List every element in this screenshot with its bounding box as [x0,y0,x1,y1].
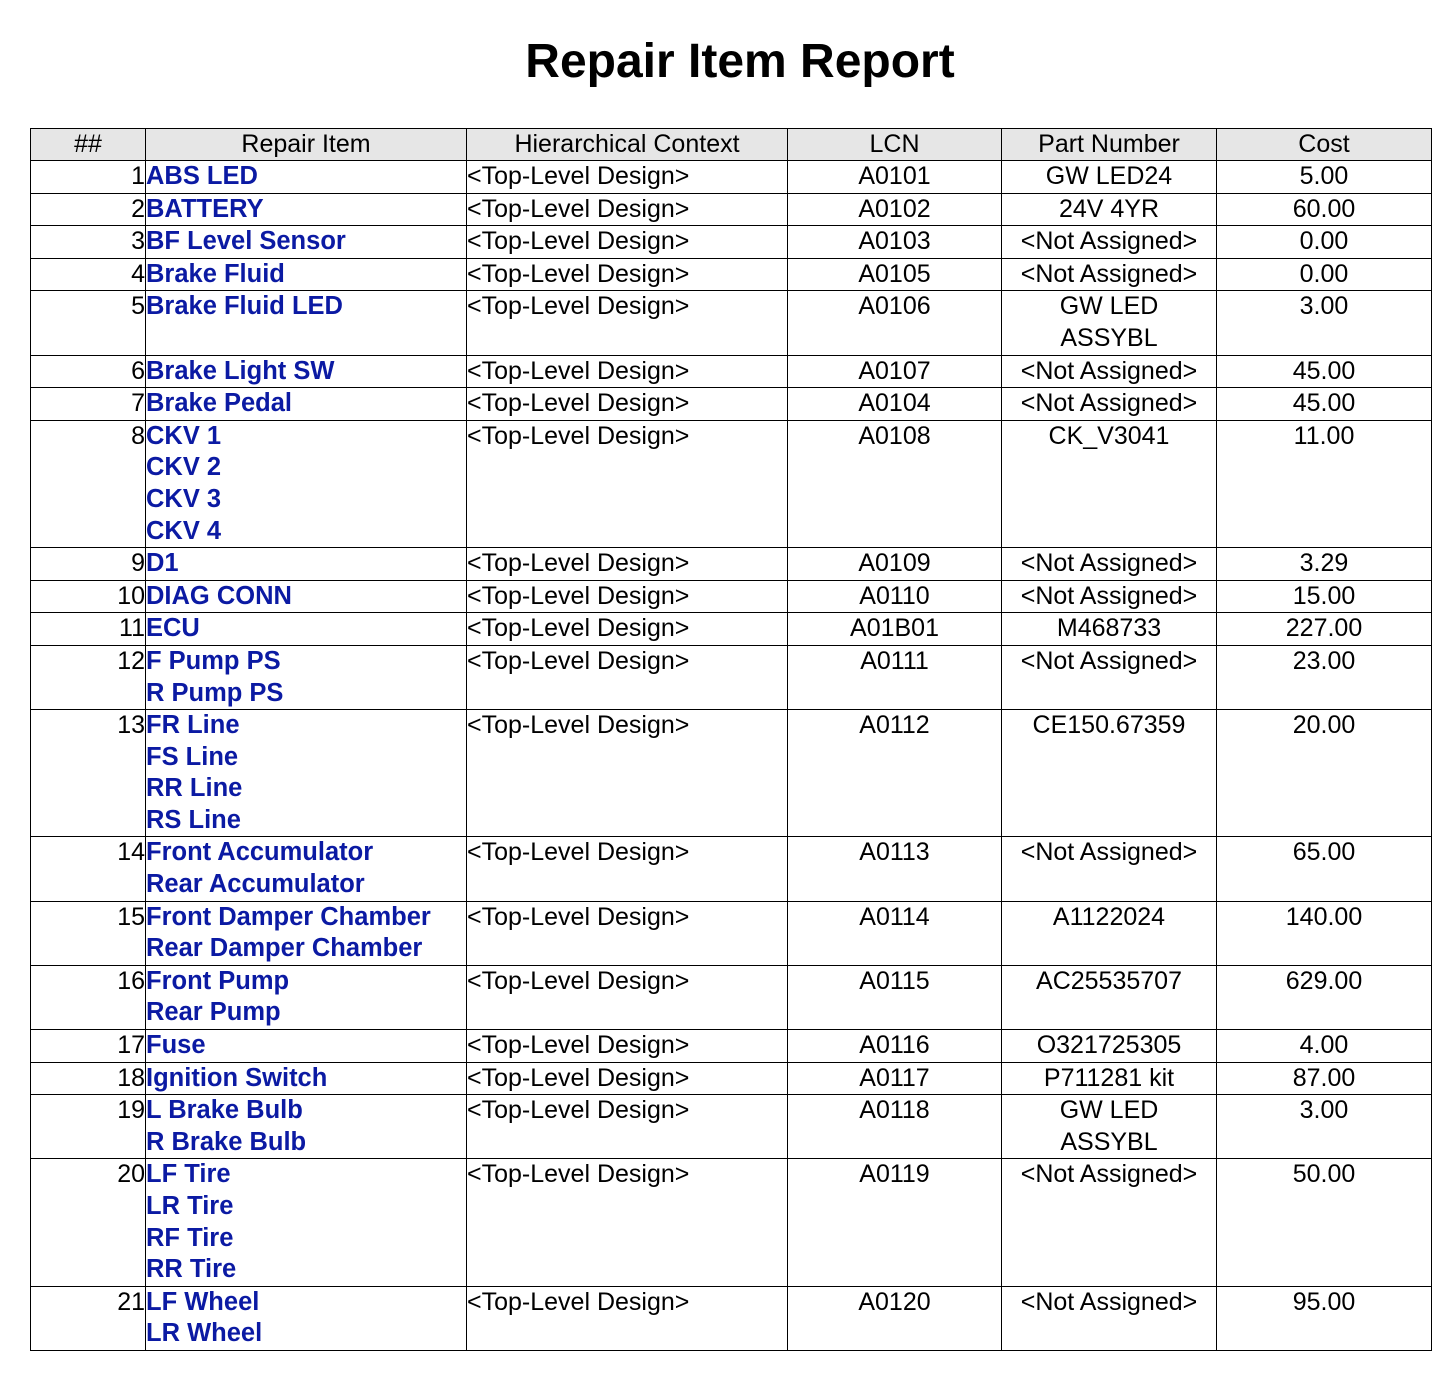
lcn-cell: A0113 [788,837,1002,901]
table-row [31,1062,1432,1095]
part-number-cell [1002,193,1217,226]
part-number-cell [1002,548,1217,581]
repair-item-link[interactable]: CKV 3 [146,484,222,513]
part-number-cell [1002,355,1217,388]
repair-item-link[interactable]: BATTERY [146,194,264,223]
cost-cell: 5.00 [1217,161,1432,194]
row-number: 14 [31,837,146,901]
part-number-line: <Not Assigned> [1020,259,1198,288]
lcn-cell: A0119 [788,1159,1002,1286]
hierarchical-context-cell: <Top-Level Design> [467,1095,788,1159]
part-number-line: <Not Assigned> [1020,549,1198,578]
column-header-cost: Cost [1217,129,1432,161]
table-row [31,1030,1432,1063]
part-number-cell [1002,291,1217,355]
part-number-cell [1002,226,1217,259]
cost-cell: 60.00 [1217,193,1432,226]
part-number-cell [1002,258,1217,291]
lcn-cell: A0117 [788,1062,1002,1095]
cost-cell: 0.00 [1217,258,1432,291]
hierarchical-context-cell: <Top-Level Design> [467,388,788,421]
repair-item-link[interactable]: LR Tire [146,1192,234,1220]
table-row [31,837,1432,901]
repair-item-link[interactable]: RF Tire [146,1223,234,1252]
repair-item-link[interactable]: CKV 2 [146,453,222,482]
part-number-cell [1002,388,1217,421]
table-row [31,965,1432,1029]
table-body [31,161,1432,1351]
lcn-cell: A0115 [788,965,1002,1029]
cost-cell: 140.00 [1217,901,1432,965]
repair-item-cell [146,965,467,1029]
repair-item-link[interactable]: Ignition Switch [146,1063,328,1092]
repair-item-cell [146,420,467,547]
table-row [31,161,1432,194]
row-number: 10 [31,580,146,613]
part-number-line: CE150.67359 [1032,711,1186,740]
hierarchical-context-cell: <Top-Level Design> [467,645,788,709]
repair-item-link[interactable]: LF Wheel [146,1287,260,1316]
column-header-context: Hierarchical Context [467,129,788,161]
part-number-line: M468733 [1056,614,1162,643]
repair-item-link[interactable]: DIAG CONN [146,581,292,610]
hierarchical-context-cell: <Top-Level Design> [467,580,788,613]
repair-item-link[interactable]: RR Tire [146,1255,237,1284]
table-row [31,388,1432,421]
repair-item-link[interactable]: R Pump PS [146,678,284,707]
row-number: 2 [31,193,146,226]
lcn-cell: A0118 [788,1095,1002,1159]
part-number-line: <Not Assigned> [1020,646,1198,675]
repair-item-cell [146,901,467,965]
table-row [31,710,1432,837]
cost-cell: 4.00 [1217,1030,1432,1063]
repair-item-link[interactable]: Rear Accumulator [146,870,365,899]
lcn-cell: A0111 [788,645,1002,709]
repair-item-link[interactable]: CKV 4 [146,516,222,545]
hierarchical-context-cell: <Top-Level Design> [467,548,788,581]
hierarchical-context-cell: <Top-Level Design> [467,901,788,965]
row-number: 15 [31,901,146,965]
repair-item-link[interactable]: Rear Damper Chamber [146,934,423,963]
repair-item-link[interactable]: D1 [146,549,179,578]
lcn-cell: A0106 [788,291,1002,355]
repair-item-link[interactable]: ECU [146,614,200,643]
repair-item-link[interactable]: R Brake Bulb [146,1127,307,1156]
cost-cell: 0.00 [1217,226,1432,259]
part-number-cell [1002,901,1217,965]
table-row [31,580,1432,613]
hierarchical-context-cell: <Top-Level Design> [467,1030,788,1063]
lcn-cell: A0112 [788,710,1002,837]
row-number: 7 [31,388,146,421]
column-header-repair-item: Repair Item [146,129,467,161]
repair-item-link[interactable]: RS Line [146,805,241,834]
table-row [31,1159,1432,1286]
cost-cell: 45.00 [1217,388,1432,421]
repair-item-link[interactable]: L Brake Bulb [146,1096,303,1125]
part-number-line: <Not Assigned> [1020,838,1198,867]
hierarchical-context-cell: <Top-Level Design> [467,193,788,226]
hierarchical-context-cell: <Top-Level Design> [467,161,788,194]
row-number: 1 [31,161,146,194]
part-number-cell [1002,1095,1217,1159]
cost-cell: 3.29 [1217,548,1432,581]
lcn-cell: A0114 [788,901,1002,965]
part-number-cell [1002,1286,1217,1350]
repair-item-cell [146,161,467,194]
hierarchical-context-cell: <Top-Level Design> [467,613,788,646]
repair-item-link[interactable]: Fuse [146,1031,206,1060]
repair-item-link[interactable]: RR Line [146,774,243,803]
repair-item-cell [146,258,467,291]
repair-item-link[interactable]: Front Damper Chamber [146,902,431,931]
row-number: 16 [31,965,146,1029]
row-number: 4 [31,258,146,291]
part-number-line: AC25535707 [1036,966,1182,995]
repair-item-link[interactable]: LR Wheel [146,1319,263,1348]
repair-item-link[interactable]: Front Pump [146,966,290,995]
cost-cell: 15.00 [1217,580,1432,613]
repair-item-link[interactable]: FS Line [146,742,239,771]
cost-cell: 87.00 [1217,1062,1432,1095]
part-number-line: GW LED [1059,1096,1159,1125]
part-number-cell [1002,710,1217,837]
repair-item-cell [146,1095,467,1159]
part-number-cell [1002,420,1217,547]
cost-cell: 50.00 [1217,1159,1432,1286]
hierarchical-context-cell: <Top-Level Design> [467,710,788,837]
cost-cell: 3.00 [1217,291,1432,355]
part-number-cell [1002,837,1217,901]
part-number-line: 24V 4YR [1058,194,1160,223]
row-number: 3 [31,226,146,259]
part-number-cell [1002,161,1217,194]
cost-cell: 65.00 [1217,837,1432,901]
table-header-row [31,129,1432,161]
part-number-cell [1002,580,1217,613]
lcn-cell: A0104 [788,388,1002,421]
column-header-lcn: LCN [788,129,1002,161]
row-number: 13 [31,710,146,837]
lcn-cell: A0109 [788,548,1002,581]
repair-item-link[interactable]: Brake Light SW [146,356,335,385]
part-number-line: A1122024 [1052,902,1166,931]
part-number-line: P711281 kit [1043,1063,1175,1092]
hierarchical-context-cell: <Top-Level Design> [467,1286,788,1350]
cost-cell: 629.00 [1217,965,1432,1029]
repair-item-cell [146,291,467,355]
column-header-part-number: Part Number [1002,129,1217,161]
repair-item-cell [146,837,467,901]
row-number: 11 [31,613,146,646]
repair-item-cell [146,226,467,259]
table-row [31,901,1432,965]
part-number-line: <Not Assigned> [1020,1160,1198,1189]
hierarchical-context-cell: <Top-Level Design> [467,291,788,355]
repair-item-cell [146,388,467,421]
table-row [31,193,1432,226]
lcn-cell: A0101 [788,161,1002,194]
repair-item-cell [146,1286,467,1350]
part-number-cell [1002,1159,1217,1286]
part-number-line: GW LED [1059,292,1159,321]
hierarchical-context-cell: <Top-Level Design> [467,420,788,547]
row-number: 9 [31,548,146,581]
part-number-cell [1002,1030,1217,1063]
part-number-line: GW LED24 [1045,162,1173,190]
repair-item-table [30,128,1432,1351]
hierarchical-context-cell: <Top-Level Design> [467,355,788,388]
repair-item-link[interactable]: F Pump PS [146,646,281,675]
cost-cell: 3.00 [1217,1095,1432,1159]
repair-item-cell [146,193,467,226]
lcn-cell: A0120 [788,1286,1002,1350]
part-number-line: <Not Assigned> [1020,581,1198,610]
lcn-cell: A0105 [788,258,1002,291]
part-number-cell [1002,613,1217,646]
hierarchical-context-cell: <Top-Level Design> [467,965,788,1029]
hierarchical-context-cell: <Top-Level Design> [467,258,788,291]
hierarchical-context-cell: <Top-Level Design> [467,1159,788,1286]
part-number-line: O321725305 [1036,1031,1182,1060]
lcn-cell: A0107 [788,355,1002,388]
part-number-line: ASSYBL [1060,1127,1158,1156]
row-number: 18 [31,1062,146,1095]
repair-item-link[interactable]: Front Accumulator [146,838,374,867]
part-number-line: ASSYBL [1060,323,1158,352]
repair-item-link[interactable]: Rear Pump [146,998,281,1027]
repair-item-link[interactable]: Brake Fluid [146,259,285,288]
part-number-cell [1002,1062,1217,1095]
lcn-cell: A0103 [788,226,1002,259]
repair-item-link[interactable]: BF Level Sensor [146,227,346,256]
row-number: 5 [31,291,146,355]
repair-item-link[interactable]: ABS LED [146,162,258,190]
table-row [31,613,1432,646]
table-row [31,645,1432,709]
part-number-line: <Not Assigned> [1020,1287,1198,1316]
repair-item-cell [146,645,467,709]
repair-item-cell [146,1159,467,1286]
lcn-cell: A0102 [788,193,1002,226]
hierarchical-context-cell: <Top-Level Design> [467,226,788,259]
part-number-cell [1002,645,1217,709]
lcn-cell: A0108 [788,420,1002,547]
table-row [31,420,1432,547]
table-row [31,548,1432,581]
table-row [31,1286,1432,1350]
table-row [31,258,1432,291]
row-number: 20 [31,1159,146,1286]
repair-item-cell [146,710,467,837]
row-number: 19 [31,1095,146,1159]
cost-cell: 45.00 [1217,355,1432,388]
repair-item-cell [146,613,467,646]
row-number: 6 [31,355,146,388]
cost-cell: 20.00 [1217,710,1432,837]
lcn-cell: A01B01 [788,613,1002,646]
repair-item-cell [146,580,467,613]
repair-item-link[interactable]: CKV 1 [146,421,222,450]
part-number-line: <Not Assigned> [1020,356,1198,385]
repair-item-cell [146,1062,467,1095]
cost-cell: 95.00 [1217,1286,1432,1350]
repair-item-link[interactable]: FR Line [146,711,240,740]
repair-item-cell [146,1030,467,1063]
row-number: 21 [31,1286,146,1350]
table-row [31,291,1432,355]
part-number-line: <Not Assigned> [1020,227,1198,256]
repair-item-link[interactable]: LF Tire [146,1160,231,1189]
repair-item-cell [146,548,467,581]
lcn-cell: A0116 [788,1030,1002,1063]
hierarchical-context-cell: <Top-Level Design> [467,1062,788,1095]
row-number: 17 [31,1030,146,1063]
table-row [31,355,1432,388]
repair-item-cell [146,355,467,388]
cost-cell: 11.00 [1217,420,1432,547]
row-number: 12 [31,645,146,709]
part-number-line: <Not Assigned> [1020,389,1198,418]
report-title: Repair Item Report [525,35,955,88]
part-number-line: CK_V3041 [1048,421,1170,450]
table-row [31,1095,1432,1159]
hierarchical-context-cell: <Top-Level Design> [467,837,788,901]
repair-item-link[interactable]: Brake Pedal [146,389,293,418]
cost-cell: 23.00 [1217,645,1432,709]
part-number-cell [1002,965,1217,1029]
repair-item-link[interactable]: Brake Fluid LED [146,292,343,321]
cost-cell: 227.00 [1217,613,1432,646]
lcn-cell: A0110 [788,580,1002,613]
row-number: 8 [31,420,146,547]
table-row [31,226,1432,259]
column-header-num: ## [31,129,146,161]
